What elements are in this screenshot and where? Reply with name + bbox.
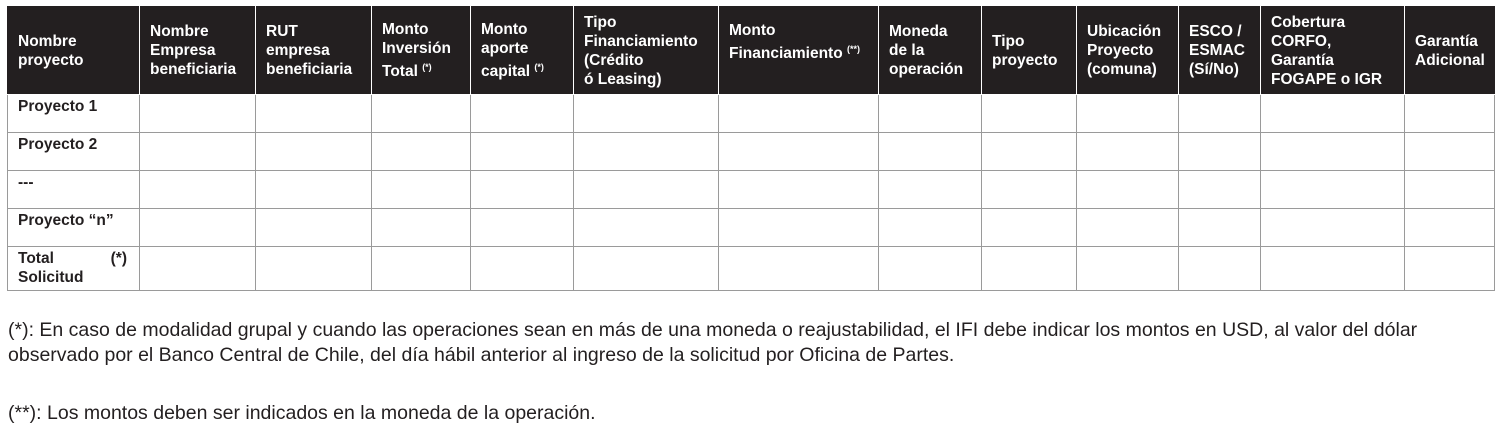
total-label-line2: Solicitud	[18, 269, 84, 286]
row-label: ---	[8, 171, 140, 209]
col-tipo-financiamiento: Tipo Financiamiento (Crédito ó Leasing)	[574, 7, 719, 95]
table-cell[interactable]	[256, 171, 372, 209]
table-row	[8, 209, 1495, 247]
table-row	[8, 133, 1495, 171]
table-cell[interactable]	[1077, 209, 1179, 247]
table-cell[interactable]	[719, 209, 879, 247]
table-cell[interactable]	[1405, 95, 1495, 133]
table-cell[interactable]	[140, 209, 256, 247]
table-cell[interactable]	[574, 209, 719, 247]
col-ubicacion: Ubicación Proyecto (comuna)	[1077, 7, 1179, 95]
table-cell[interactable]	[719, 171, 879, 209]
table-cell[interactable]	[719, 95, 879, 133]
total-footnote-mark: (*)	[110, 250, 127, 267]
table-cell[interactable]	[982, 247, 1077, 291]
table-cell[interactable]	[1405, 133, 1495, 171]
table-cell[interactable]	[982, 95, 1077, 133]
table-cell[interactable]	[256, 133, 372, 171]
table-cell[interactable]	[1077, 171, 1179, 209]
total-row	[8, 247, 1495, 291]
table-cell[interactable]	[471, 95, 574, 133]
table-cell[interactable]	[1077, 247, 1179, 291]
table-cell[interactable]	[719, 133, 879, 171]
table-cell[interactable]	[1179, 247, 1261, 291]
table-cell[interactable]	[372, 95, 471, 133]
col-moneda: Moneda de la operación	[879, 7, 982, 95]
table-cell[interactable]	[372, 171, 471, 209]
table-cell[interactable]	[372, 133, 471, 171]
col-esco-esmac: ESCO / ESMAC (Sí/No)	[1179, 7, 1261, 95]
table-cell[interactable]	[372, 247, 471, 291]
table-cell[interactable]	[1179, 95, 1261, 133]
header-row	[8, 7, 1495, 95]
table-cell[interactable]	[574, 171, 719, 209]
col-monto-financiamiento: Monto Financiamiento (**)	[719, 7, 879, 95]
table-cell[interactable]	[1405, 209, 1495, 247]
table-cell[interactable]	[879, 209, 982, 247]
table-cell[interactable]	[1077, 95, 1179, 133]
table-cell[interactable]	[879, 247, 982, 291]
table-cell[interactable]	[256, 95, 372, 133]
table-cell[interactable]	[140, 133, 256, 171]
table-cell[interactable]	[372, 209, 471, 247]
table-cell[interactable]	[1077, 133, 1179, 171]
row-label: Proyecto 1	[8, 95, 140, 133]
table-cell[interactable]	[982, 133, 1077, 171]
table-cell[interactable]	[1179, 133, 1261, 171]
table-cell[interactable]	[982, 209, 1077, 247]
table-cell[interactable]	[879, 133, 982, 171]
col-monto-aporte: Monto aporte capital (*)	[471, 7, 574, 95]
col-nombre-proyecto: Nombre proyecto	[8, 7, 140, 95]
row-label: Proyecto “n”	[8, 209, 140, 247]
table-cell[interactable]	[719, 247, 879, 291]
table-cell[interactable]	[1405, 247, 1495, 291]
col-tipo-proyecto: Tipo proyecto	[982, 7, 1077, 95]
col-nombre-empresa: Nombre Empresa beneficiaria	[140, 7, 256, 95]
table-cell[interactable]	[574, 133, 719, 171]
total-label-line1: Total	[18, 250, 54, 267]
table-cell[interactable]	[256, 209, 372, 247]
table-cell[interactable]	[1179, 209, 1261, 247]
table-cell[interactable]	[140, 247, 256, 291]
table-cell[interactable]	[1261, 95, 1405, 133]
table-cell[interactable]	[1261, 209, 1405, 247]
table-cell[interactable]	[1261, 247, 1405, 291]
table-cell[interactable]	[879, 171, 982, 209]
table-cell[interactable]	[140, 171, 256, 209]
table-cell[interactable]	[574, 247, 719, 291]
row-label: Proyecto 2	[8, 133, 140, 171]
table-row	[8, 171, 1495, 209]
col-garantia-adicional: Garantía Adicional	[1405, 7, 1495, 95]
table-cell[interactable]	[140, 95, 256, 133]
table-cell[interactable]	[471, 133, 574, 171]
table-cell[interactable]	[1261, 171, 1405, 209]
table-cell[interactable]	[256, 247, 372, 291]
table-cell[interactable]	[471, 171, 574, 209]
project-table	[7, 6, 1495, 291]
table-cell[interactable]	[1405, 171, 1495, 209]
footnote-single-asterisk: (*): En caso de modalidad grupal y cuando las operaciones sean en más de una moneda o reajustabilidad, el IFI debe indicar los montos en USD, al valor del dólar observado por el Banco Central de Chile, del día hábil anterior al ingreso de la solicitud por Oficina de Partes.	[8, 319, 1418, 366]
table-cell[interactable]	[1179, 171, 1261, 209]
table-cell[interactable]	[471, 247, 574, 291]
table-cell[interactable]	[1261, 133, 1405, 171]
table-cell[interactable]	[471, 209, 574, 247]
total-label	[8, 247, 140, 291]
footnote-double-asterisk: (**): Los montos deben ser indicados en la moneda de la operación.	[8, 402, 596, 424]
col-rut-empresa: RUT empresa beneficiaria	[256, 7, 372, 95]
table-row	[8, 95, 1495, 133]
table-cell[interactable]	[879, 95, 982, 133]
table-cell[interactable]	[982, 171, 1077, 209]
col-monto-inversion: Monto Inversión Total (*)	[372, 7, 471, 95]
table-cell[interactable]	[574, 95, 719, 133]
col-cobertura: Cobertura CORFO, Garantía FOGAPE o IGR	[1261, 7, 1405, 95]
